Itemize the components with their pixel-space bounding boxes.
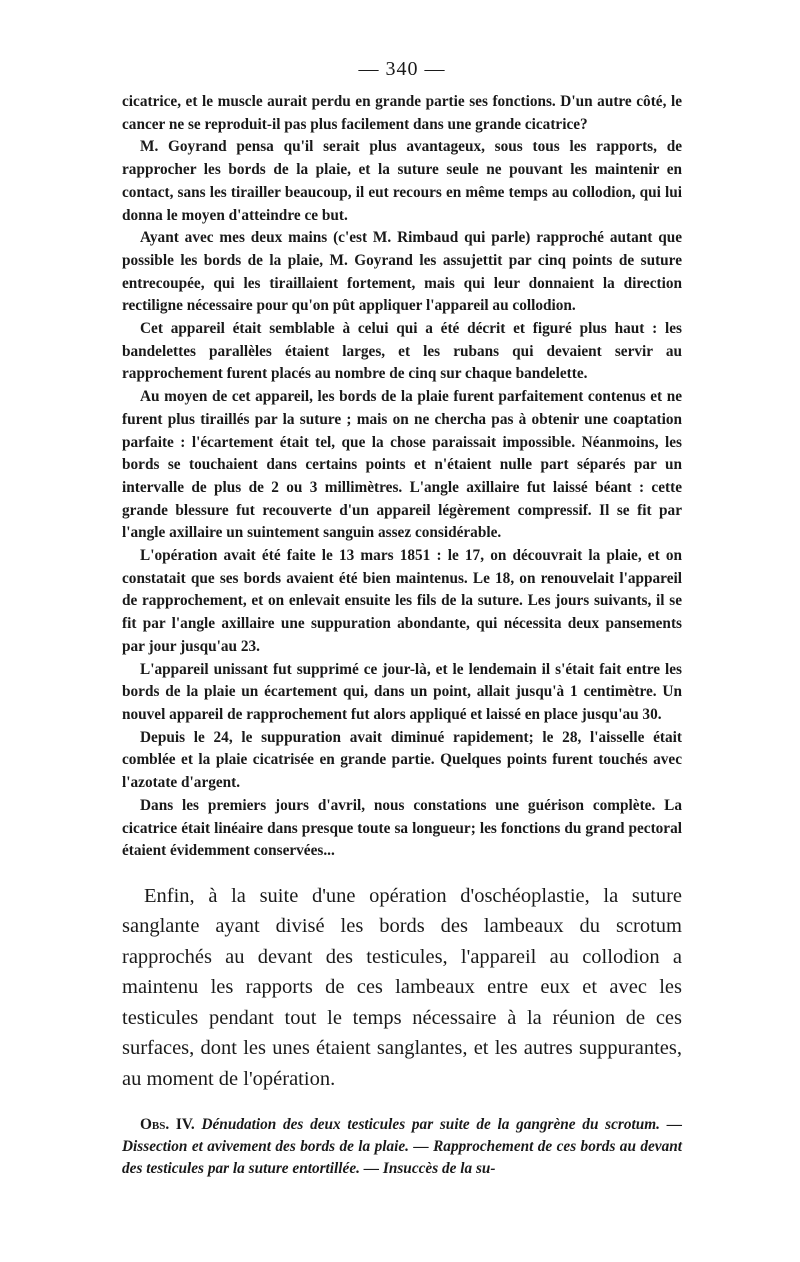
paragraph: L'appareil unissant fut supprimé ce jour-là, et le lendemain il s'était fait entre les bords de la plaie un écartement qui, dans un point, allait jusqu'à 1 centimètre. Un nouvel appareil de rapprochement fut alors appliqué et laissé en place jusqu'au 30.: [122, 660, 682, 723]
paragraph: M. Goyrand pensa qu'il serait plus avantageux, sous tous les rapports, de rapprocher les bords de la plaie, et la suture seule ne pouvant les maintenir en contact, sans les tirailler beaucoup, il eut recours en même temps au collodion, qui lui donna le moyen d'atteindre ce but.: [122, 138, 682, 224]
large-paragraph: Enfin, à la suite d'une opération d'oschéoplastie, la suture sanglante ayant divisé les bords des lambeaux du scrotum rapprochés au devant des testicules, l'appareil au collodion a maintenu les rapports de ces lambeaux entre eux et avec les testicules pendant tout le temps nécessaire à la réunion de ces surfaces, dont les unes étaient sanglantes, et les autres suppurantes, au moment de l'opération.: [122, 884, 682, 1090]
paragraph: L'opération avait été faite le 13 mars 1851 : le 17, on découvrait la plaie, et on constatait que ses bords avaient été bien maintenus. Le 18, on renouvelait l'appareil de rapprochement, et on enlevait ensuite les fils de la suture. Les jours suivants, il se fit par l'angle axillaire une suppuration abondante, qui nécessita deux pansements par jour jusqu'au 23.: [122, 547, 682, 655]
paragraph: Dans les premiers jours d'avril, nous constations une guérison complète. La cicatrice était linéaire dans presque toute sa longueur; les fonctions du grand pectoral étaient évidemment conservées...: [122, 796, 682, 860]
small-text-block: [122, 91, 682, 863]
paragraph: Depuis le 24, le suppuration avait diminué rapidement; le 28, l'aisselle était comblée et la plaie cicatrisée en grande partie. Quelques points furent touchés avec l'azotate d'argent.: [122, 728, 682, 792]
large-text-block: [122, 881, 682, 1095]
paragraph: cicatrice, et le muscle aurait perdu en grande partie ses fonctions. D'un autre côté, le cancer ne se reproduit-il pas plus facilement dans une grande cicatrice?: [122, 93, 682, 133]
page-number: — 340 —: [358, 58, 446, 80]
observation-label: Obs. IV.: [140, 1116, 195, 1134]
paragraph: Au moyen de cet appareil, les bords de la plaie furent parfaitement contenus et ne furent plus tiraillés par la suture ; mais on ne chercha pas à obtenir une coaptation parfaite : l'écartement était tel, que la chose paraissait impossible. Néanmoins, les bords se touchaient dans certains points et n'étaient nulle part séparés par un intervalle de plus de 2 ou 3 millimètres. L'angle axillaire fut laissé béant : cette grande blessure fut recouverte d'un appareil légèrement compressif. Il se fit par l'angle axillaire un suintement sanguin assez considérable.: [122, 388, 682, 542]
observation-heading: [122, 1114, 682, 1180]
observation-text: Dénudation des deux testicules par suite de la gangrène du scrotum. — Dissection et avivement des bords de la plaie. — Rapprochement de ces bords au devant des testicules par la suture entortillée. — Insuccès de la su-: [122, 1116, 682, 1178]
paragraph: Cet appareil était semblable à celui qui a été décrit et figuré plus haut : les bandelettes parallèles étaient larges, et les rubans qui devaient servir au rapprochement furent placés au nombre de cinq sur chaque bandelette.: [122, 320, 682, 383]
observation-paragraph: [122, 1114, 682, 1180]
paragraph: Ayant avec mes deux mains (c'est M. Rimbaud qui parle) rapproché autant que possible les bords de la plaie, M. Goyrand les assujettit par cinq points de suture entrecoupée, qui les tiraillaient fortement, mais qui leur donnaient la direction rectiligne nécessaire pour qu'on pût appliquer l'appareil au collodion.: [122, 229, 682, 315]
